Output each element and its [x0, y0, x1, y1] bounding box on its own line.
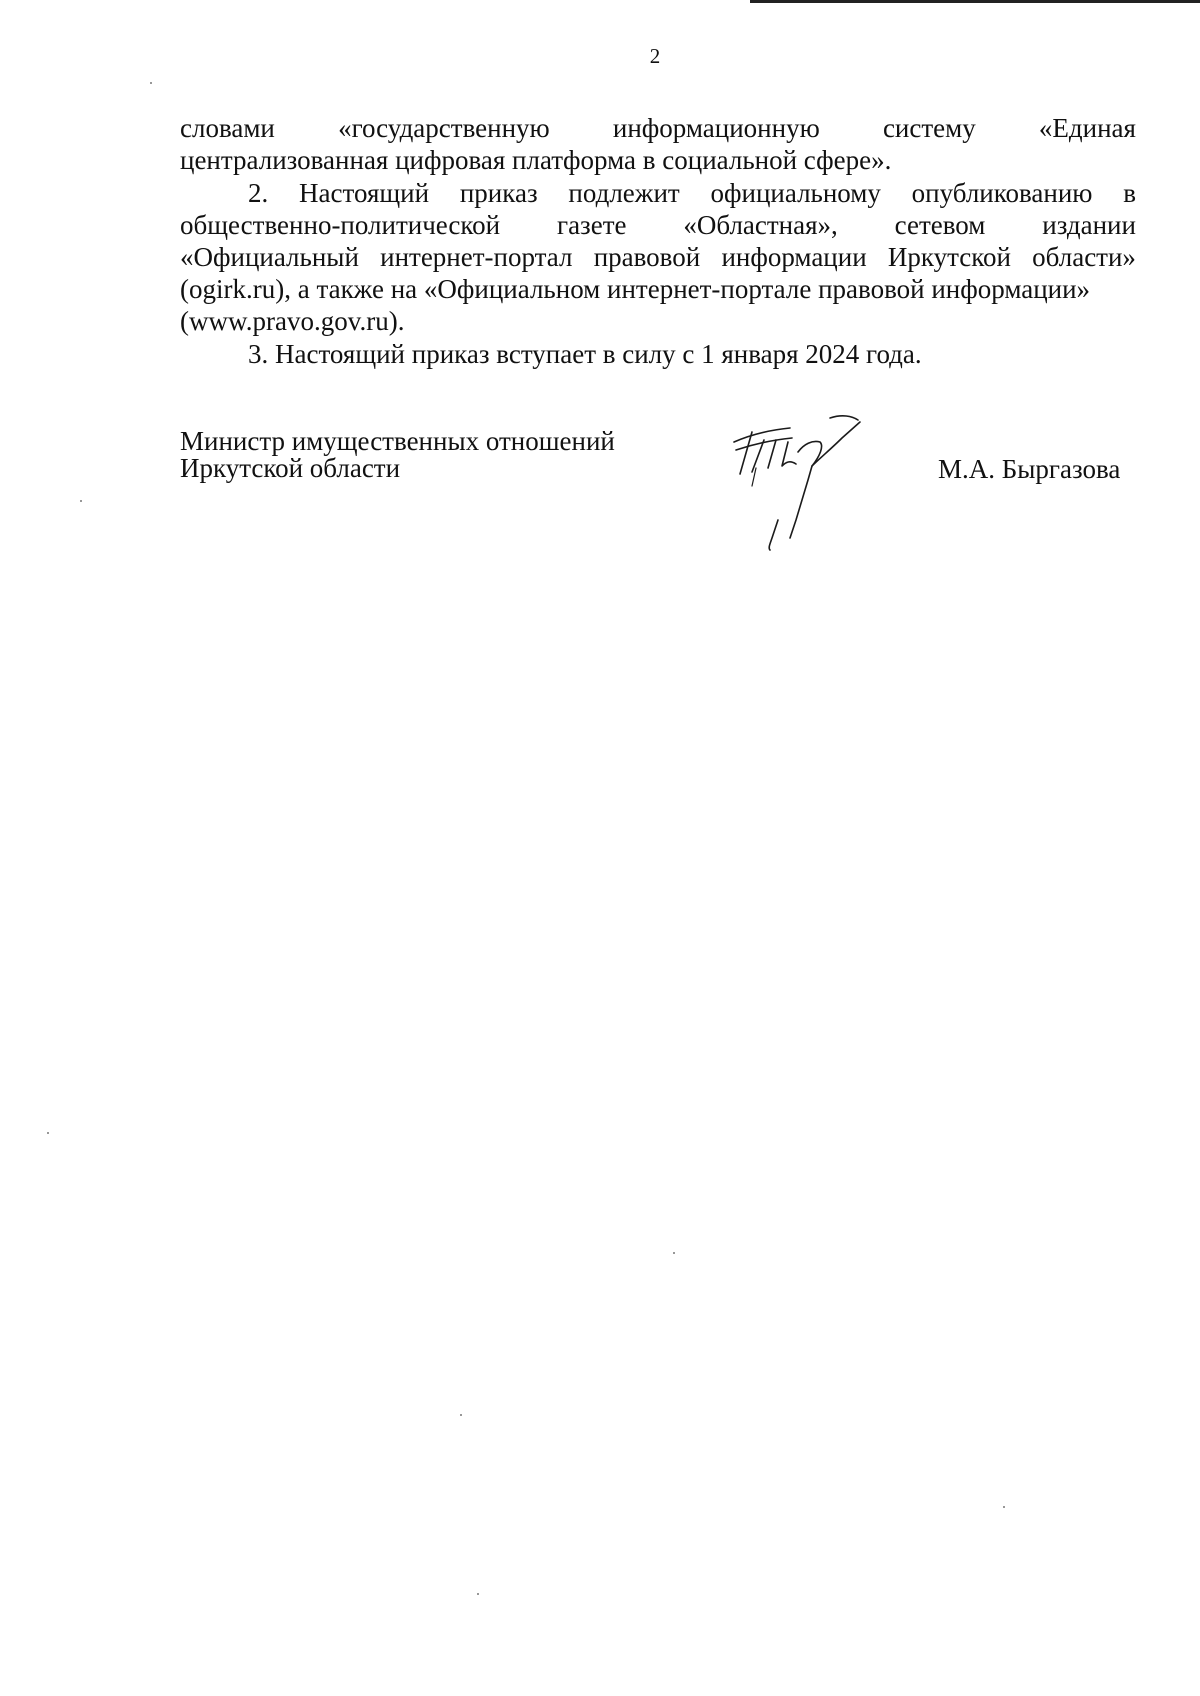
p1-line-2: централизованная цифровая платформа в социальной сфере».: [180, 145, 892, 175]
word: «Областная»,: [683, 210, 838, 240]
word: «государственную: [338, 113, 550, 143]
p2-line-3: [180, 241, 1136, 273]
word: «Единая: [1038, 113, 1136, 143]
scan-speck: [47, 1132, 49, 1134]
word: систему: [882, 113, 976, 143]
word: словами: [180, 113, 275, 143]
word: подлежит: [568, 178, 680, 208]
signature-block: [180, 428, 1136, 482]
word: приказ: [459, 178, 538, 208]
scan-speck: [477, 1593, 479, 1595]
p2-line-5: (www.pravo.gov.ru).: [180, 306, 405, 336]
p2-line-4: (ogirk.ru), а также на «Официальном интернет-портале правовой информации»: [180, 274, 1091, 304]
p3-line-1: 3. Настоящий приказ вступает в силу с 1 января 2024 года.: [248, 339, 922, 369]
signer-name: М.А. Быргазова: [938, 454, 1121, 484]
word: опубликованию: [911, 178, 1093, 208]
p2-line-1: [180, 177, 1136, 209]
word: газете: [557, 210, 627, 240]
scan-speck: [460, 1414, 462, 1416]
word: общественно-политической: [180, 210, 501, 240]
word: информационную: [612, 113, 820, 143]
word: области»: [1032, 242, 1136, 272]
word: Иркутской: [887, 242, 1011, 272]
word: Настоящий: [299, 178, 430, 208]
handwritten-signature: [712, 410, 892, 560]
document-body: [180, 112, 1136, 370]
p1-line-1: [180, 112, 1136, 144]
word: правовой: [593, 242, 701, 272]
word: «Официальный: [180, 242, 359, 272]
scan-speck: [673, 1252, 675, 1254]
word: издании: [1042, 210, 1136, 240]
word: в: [1123, 178, 1136, 208]
scan-speck: [150, 82, 152, 84]
signer-position-line-2: Иркутской области: [180, 453, 401, 483]
word: сетевом: [894, 210, 986, 240]
word: официальному: [710, 178, 881, 208]
word: интернет-портал: [380, 242, 573, 272]
signer-position-line-1: Министр имущественных отношений: [180, 426, 615, 456]
p2-line-2: [180, 209, 1136, 241]
top-edge-rule: [750, 0, 1200, 3]
word: информации: [721, 242, 867, 272]
page-number: 2: [649, 44, 661, 68]
word: 2.: [248, 178, 269, 208]
scan-speck: [80, 500, 82, 502]
scan-speck: [1003, 1506, 1005, 1508]
